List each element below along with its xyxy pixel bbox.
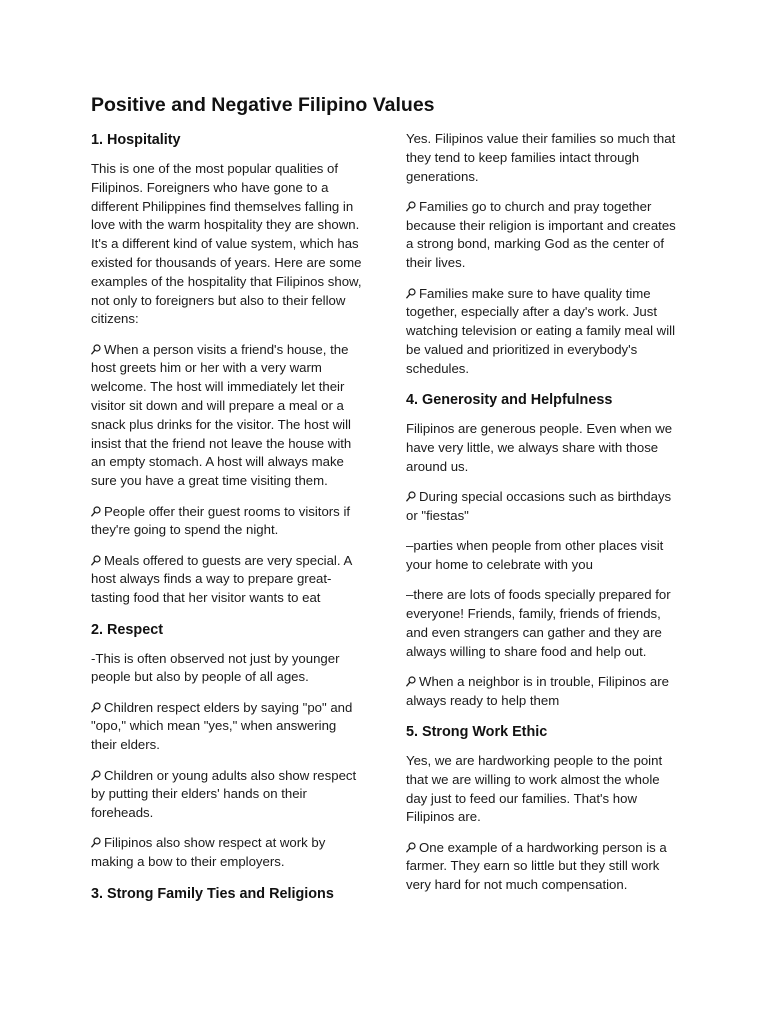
- bullet-text: One example of a hardworking person is a farmer. They earn so little but they still work very hard for not much compensation.: [406, 839, 667, 893]
- page-title: Positive and Negative Filipino Values: [91, 94, 435, 116]
- section-heading: 1. Hospitality: [91, 132, 181, 148]
- bullet-text: Filipinos also show respect at work by making a bow to their employers.: [91, 835, 326, 870]
- magnifier-icon: [91, 555, 101, 566]
- right-column: [406, 130, 680, 907]
- bullet-text: Children or young adults also show respect by putting their elders' hands on their foreheads.: [91, 767, 357, 821]
- bullet-text: People offer their guest rooms to visitors if they're going to spend the night.: [91, 503, 351, 538]
- paragraph: –parties when people from other places visit your home to celebrate with you: [406, 538, 664, 572]
- section-heading: 4. Generosity and Helpfulness: [406, 392, 613, 409]
- paragraph: –there are lots of foods specially prepared for everyone! Friends, family, friends of friends, and even strangers can gather and they are always willing to share food and help out.: [406, 587, 671, 659]
- bullet-text: Children respect elders by saying "po" and "opo," which mean "yes," when answering their elders.: [91, 699, 353, 753]
- paragraph: Yes. Filipinos value their families so much that they tend to keep families intact through generations.: [406, 131, 676, 184]
- paragraph: Yes, we are hardworking people to the point that we are willing to work almost the whole day just to feed our families. That's how Filipinos are.: [406, 752, 663, 825]
- magnifier-icon: [91, 837, 101, 848]
- paragraph: Filipinos are generous people. Even when we have very little, we always share with those around us.: [406, 421, 673, 474]
- bullet-text: When a neighbor is in trouble, Filipinos are always ready to help them: [406, 673, 669, 708]
- magnifier-icon: [406, 676, 416, 687]
- bullet-item: [91, 699, 363, 755]
- bullet-text: Families make sure to have quality time together, especially after a day's work. Just watching television or eating a family meal will be valued and prioritized in everybody's schedules.: [406, 285, 675, 376]
- bullet-text: When a person visits a friend's house, the host greets him or her with a very warm welcome. The host will immediately let their visitor sit down and will prepare a meal or a snack plus drinks for the visitor. The host will insist that the friend not leave the house with an empty stomach. A host will always make sure you have a great time visiting them.: [91, 341, 352, 489]
- magnifier-icon: [91, 344, 101, 355]
- bullet-item: [91, 834, 363, 872]
- magnifier-icon: [91, 506, 101, 517]
- bullet-text: Meals offered to guests are very special. A host always finds a way to prepare great-tasting food that her visitor wants to eat: [91, 552, 352, 606]
- magnifier-icon: [91, 770, 101, 781]
- paragraph: This is one of the most popular qualities of Filipinos. Foreigners who have gone to a different Philippines find themselves falling in love with the warm hospitality they are shown. It's a different kind of value system, which has existed for thousands of years. Here are some examples of the hospitality that Filipinos show, not only to foreigners but also to their fellow citizens:: [91, 161, 362, 327]
- bullet-item: [91, 552, 363, 608]
- bullet-item: [406, 673, 680, 711]
- bullet-item: [406, 198, 680, 273]
- left-column: [91, 130, 363, 914]
- paragraph: -This is often observed not just by younger people but also by people of all ages.: [91, 650, 340, 685]
- magnifier-icon: [91, 702, 101, 713]
- bullet-item: [91, 767, 363, 823]
- bullet-item: [91, 341, 363, 491]
- bullet-text: During special occasions such as birthdays or "fiestas": [406, 488, 672, 523]
- section-heading: 3. Strong Family Ties and Religions: [91, 885, 334, 902]
- bullet-item: [406, 839, 680, 895]
- bullet-item: [406, 285, 680, 379]
- magnifier-icon: [406, 288, 416, 299]
- bullet-item: [406, 488, 680, 526]
- bullet-item: [91, 503, 363, 541]
- magnifier-icon: [406, 201, 416, 212]
- magnifier-icon: [406, 491, 416, 502]
- magnifier-icon: [406, 842, 416, 853]
- section-heading: 2. Respect: [91, 621, 163, 638]
- bullet-text: Families go to church and pray together because their religion is important and creates a strong bond, marking God as the center of their lives.: [406, 198, 676, 271]
- section-heading: 5. Strong Work Ethic: [406, 723, 548, 740]
